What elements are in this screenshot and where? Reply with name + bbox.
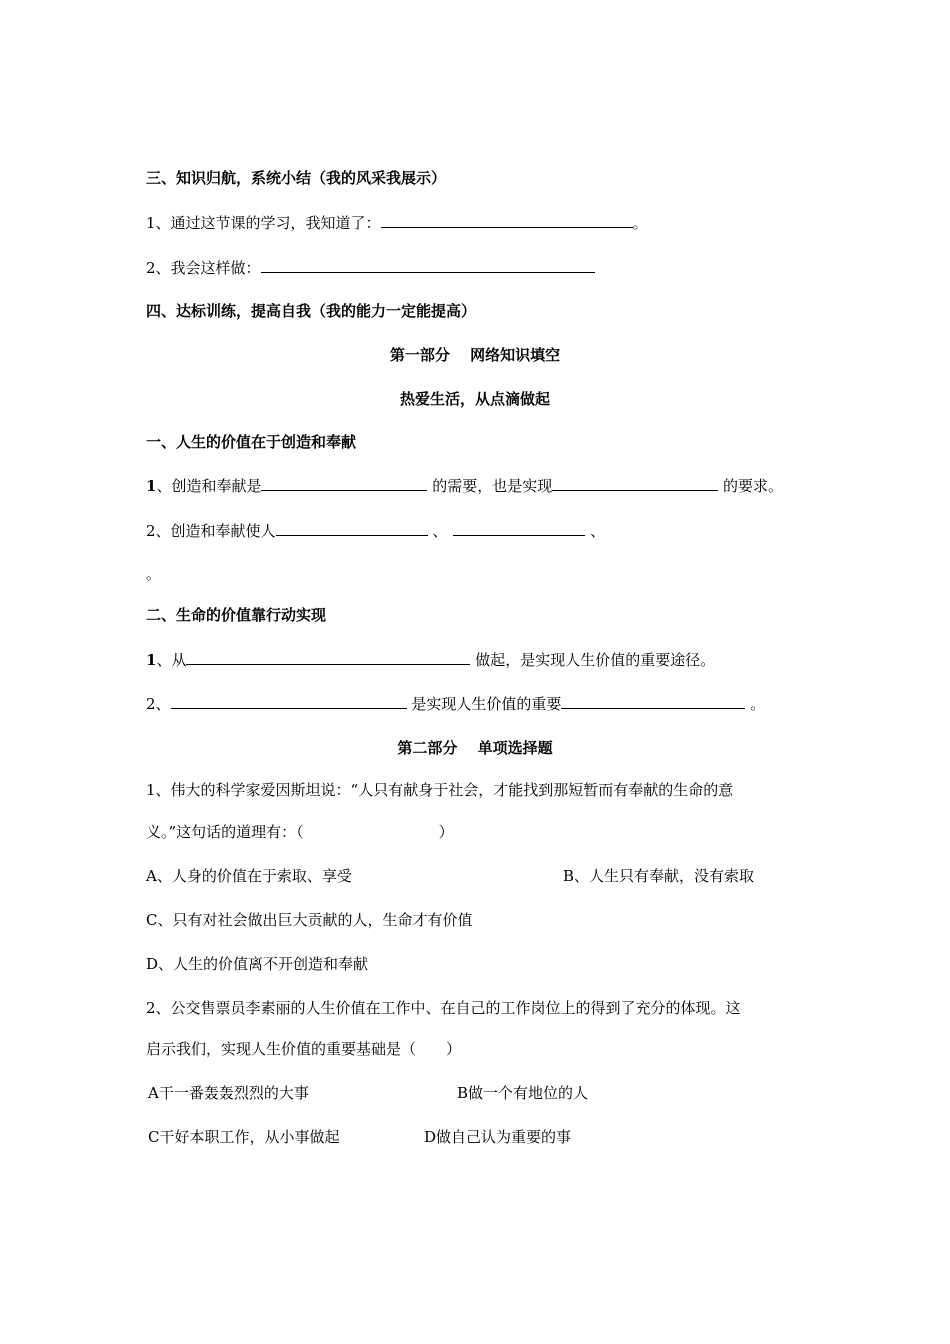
choice-question-2-line-1: 2、公交售票员李素丽的人生价值在工作中、在自己的工作岗位上的得到了充分的体现。这 (146, 999, 741, 1017)
choice-question-1-line-1: 1、伟大的科学家爱因斯坦说：“人只有献身于社会，才能找到那短暂而有奉献的生命的意 (146, 781, 734, 799)
separator: 、 (427, 522, 448, 540)
choice-option-b[interactable]: B、人生只有奉献，没有索取 (563, 867, 755, 885)
summary-item-1-suffix: 。 (632, 214, 648, 232)
separator: 、 (585, 522, 606, 540)
fill-question-1-text-b: 的需要，也是实现 (427, 477, 553, 495)
part1-heading-2: 二、生命的价值靠行动实现 (146, 606, 327, 624)
choice-question-1-line-2: 义。”这句话的道理有：（ ） (146, 823, 454, 841)
fill-question-3 (146, 650, 715, 670)
blank-field[interactable] (261, 258, 595, 273)
fill-question-4-text-a: 2、 (146, 695, 171, 713)
fill-question-4-text-c: 。 (745, 695, 766, 713)
choice-option-d[interactable]: D、人生的价值离不开创造和奉献 (146, 955, 369, 973)
fill-question-1-text-a: 、创造和奉献是 (156, 477, 262, 495)
blank-field[interactable] (261, 476, 427, 491)
fill-question-2-text-a: 2、创造和奉献使人 (146, 522, 276, 540)
blank-field[interactable] (171, 694, 407, 709)
summary-item-1-prefix: 1、通过这节课的学习，我知道了： (146, 214, 381, 232)
choice-option-a[interactable]: A、人身的价值在于索取、享受 (146, 867, 352, 885)
choice-option-c[interactable]: C干好本职工作，从小事做起 (148, 1128, 340, 1146)
blank-field[interactable] (561, 694, 745, 709)
fill-question-4 (146, 694, 765, 714)
choice-question-2-line-2: 启示我们，实现人生价值的重要基础是（ ） (146, 1040, 462, 1058)
part1-title: 第一部分 网络知识填空 (389, 346, 561, 364)
fill-question-2-end: 。 (146, 565, 162, 583)
blank-field[interactable] (276, 521, 428, 536)
choice-option-d[interactable]: D做自己认为重要的事 (424, 1128, 572, 1146)
blank-field[interactable] (552, 476, 718, 491)
question-number: 1 (146, 651, 157, 669)
part1-heading-1: 一、人生的价值在于创造和奉献 (146, 433, 357, 451)
fill-question-3-text-b: 做起，是实现人生价值的重要途径。 (470, 651, 716, 669)
question-number: 1 (146, 477, 157, 495)
blank-field[interactable] (186, 650, 470, 665)
choice-option-b[interactable]: B做一个有地位的人 (457, 1084, 589, 1102)
part1-subtitle: 热爱生活，从点滴做起 (399, 390, 550, 408)
summary-item-2 (146, 258, 595, 278)
summary-item-1 (146, 213, 648, 233)
fill-question-1 (146, 476, 783, 496)
fill-question-2 (146, 521, 605, 541)
blank-field[interactable] (381, 213, 633, 228)
fill-question-3-text-a: 、从 (156, 651, 187, 669)
section4-heading: 四、达标训练，提高自我（我的能力一定能提高） (146, 302, 477, 320)
choice-option-a[interactable]: A干一番轰轰烈烈的大事 (148, 1084, 309, 1102)
part2-title: 第二部分 单项选择题 (397, 739, 553, 757)
summary-item-2-prefix: 2、我会这样做： (146, 259, 261, 277)
fill-question-1-text-c: 的要求。 (718, 477, 784, 495)
fill-question-4-text-b: 是实现人生价值的重要 (406, 695, 562, 713)
blank-field[interactable] (453, 521, 585, 536)
choice-option-c[interactable]: C、只有对社会做出巨大贡献的人，生命才有价值 (146, 911, 473, 929)
section3-heading: 三、知识归航，系统小结（我的风采我展示） (146, 169, 447, 187)
